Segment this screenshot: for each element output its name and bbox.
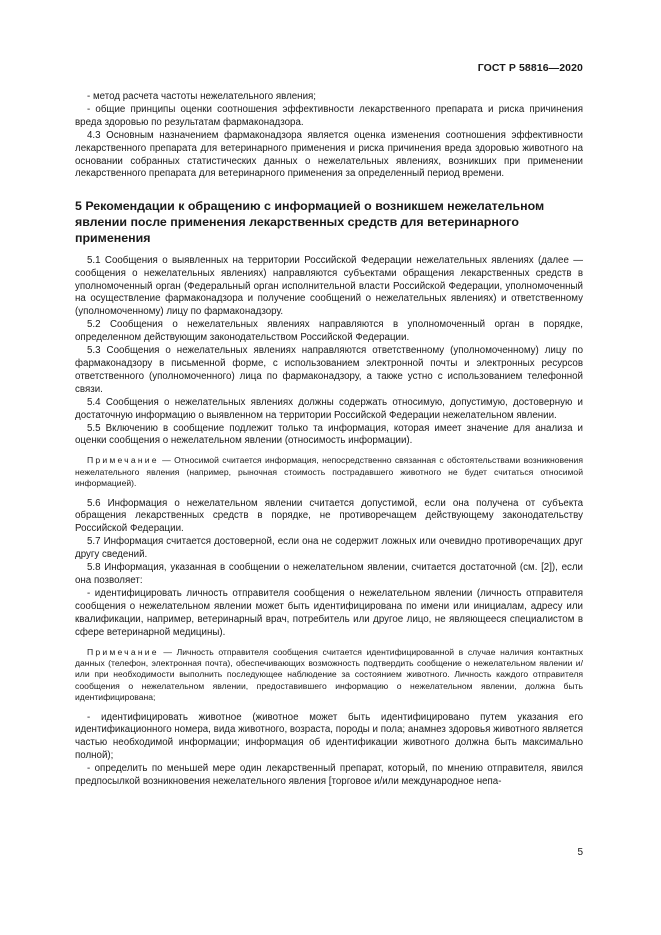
paragraph-5-2: 5.2 Сообщения о нежелательных явлениях направляются в уполномоченный орган в порядке, определенном действующим законодательством Российской Федерации.: [75, 319, 583, 344]
paragraph-5-8: 5.8 Информация, указанная в сообщении о нежелательном явлении, считается достаточной (см. [2]), если она позволяет:: [75, 562, 583, 586]
note-2-label: Примечание: [87, 646, 159, 657]
paragraph-4-3: 4.3 Основным назначением фармаконадзора является оценка изменения соотношения эффективности лекарственного препарата для ветеринарного применения и риска причинения вреда здоровью животного на основании собранных статистических данных о нежелательных явлениях, возникших при применении лекарственного препарата для ветеринарного применения за определенный период времени.: [75, 129, 583, 180]
intro-bullet-1: - метод расчета частоты нежелательного явления;: [87, 91, 317, 102]
note-2-text: — Личность отправителя сообщения считается идентифицированной в случае наличия контактных данных (телефон, электронная почта), обеспечивающих возможность подтвердить сообщение о нежелательном явлении и/или при необходимости выполнить последующее наблюдение за состоянием животного. Личность каждого отправителя сообщения о нежелательном явлении, предоставившего информацию о нежелательном явлении, должна быть идентифицирована;: [75, 646, 583, 703]
note-2: [75, 647, 583, 704]
bullet-identify-sender: - идентифицировать личность отправителя сообщения о нежелательном явлении (личность отправителя сообщения о нежелательном явлении может быть идентифицирована по имени или инициалам, адресу или квалификации, например, ветеринарный врач, потребитель или другое лицо, не являющееся специалистом в сфере ветеринарной медицины).: [75, 587, 583, 638]
page-number: 5: [577, 847, 583, 858]
note-1-text: — Относимой считается информация, непосредственно связанная с обстоятельствами возникновения нежелательного явления (например, рыночная стоимость пострадавшего животного не будет считаться относимой информацией).: [75, 455, 583, 489]
document-code: ГОСТ Р 58816—2020: [477, 62, 583, 74]
paragraph-5-3: 5.3 Сообщения о нежелательных явлениях направляются ответственному (уполномоченному) лицу по фармаконадзору в письменной форме, с использованием электронной почты и электронных ресурсов ответственного (уполномоченного) лица по фармаконадзору, а также устно с использованием телефонной связи.: [75, 345, 583, 395]
bullet-identify-drug: - определить по меньшей мере один лекарственный препарат, который, по мнению отправителя, явился предпосылкой возникновения нежелательного явления [торговое и/или международное непа-: [75, 763, 583, 788]
note-1: [75, 455, 583, 489]
paragraph-5-5: 5.5 Включению в сообщение подлежит только та информация, которая имеет значение для анализа и оценки сообщения о нежелательном явлении (относимость информации).: [75, 422, 583, 447]
intro-bullet-2: - общие принципы оценки соотношения эффективности лекарственного препарата и риска причинения вреда здоровью по результатам фармаконадзора.: [75, 103, 583, 128]
paragraph-5-7: 5.7 Информация считается достоверной, если она не содержит ложных или очевидно противоречащих друг другу сведений.: [75, 536, 583, 561]
paragraph-5-4: 5.4 Сообщения о нежелательных явлениях должны содержать относимую, допустимую, достоверную и достаточную информацию о выявленном на территории Российской Федерации нежелательном явлении.: [75, 396, 583, 421]
paragraph-5-1: 5.1 Сообщения о выявленных на территории Российской Федерации нежелательных явлениях (далее — сообщения о нежелательных явлениях) направляются субъектами обращения лекарственных средств в уполномоченный орган (Федеральный орган исполнительной власти Российской Федерации, уполномоченный на осуществление фармаконадзора и получение сообщений о нежелательных явлениях) и ответственному (уполномоченному) лицу по фармаконадзору.: [75, 254, 583, 318]
bullet-identify-animal: - идентифицировать животное (животное может быть идентифицировано путем указания его идентификационного номера, вида животного, возраста, породы и пола; анамнез здоровья животного является частью необходимой информации; информация об идентификации животного должна быть максимально полной);: [75, 711, 583, 762]
page-body: [75, 91, 583, 789]
paragraph-5-6: 5.6 Информация о нежелательном явлении считается допустимой, если она получена от субъекта обращения лекарственных средств в порядке, не противоречащем действующему законодательству Российской Федерации.: [75, 497, 583, 535]
note-1-label: Примечание: [87, 455, 159, 466]
section-5-heading: 5 Рекомендации к обращению с информацией о возникшем нежелательном явлении после применения лекарственных средств для ветеринарного применения: [75, 199, 545, 245]
